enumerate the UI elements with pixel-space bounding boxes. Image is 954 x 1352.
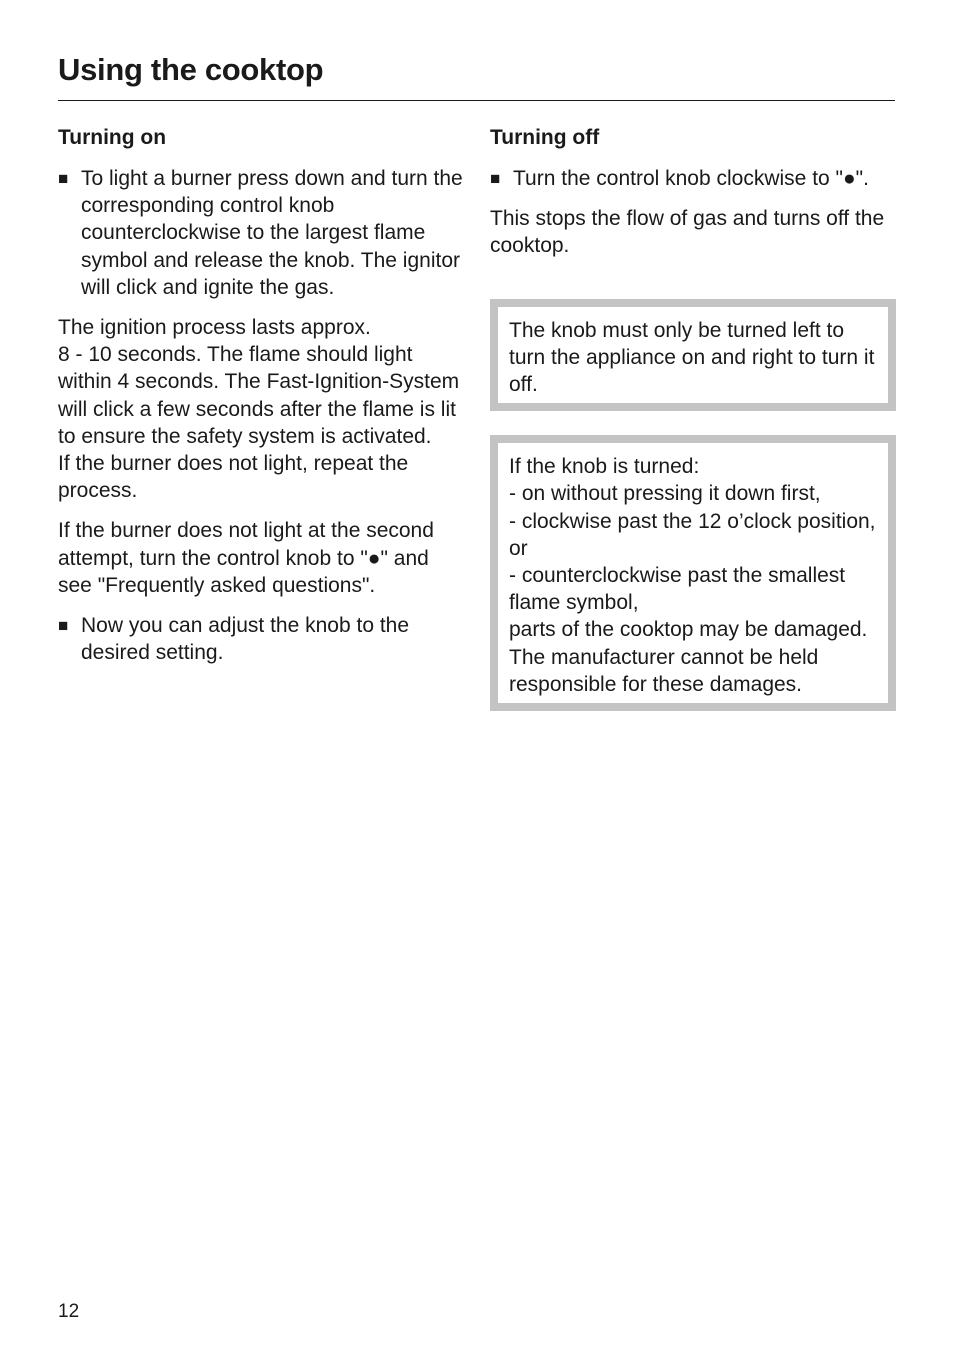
title-divider bbox=[58, 100, 895, 101]
square-bullet-icon: ■ bbox=[490, 169, 501, 188]
bullet-text: Now you can adjust the knob to the desired setting. bbox=[81, 614, 410, 665]
knob-direction-note: The knob must only be turned left to turn the appliance on and right to turn it off. bbox=[490, 299, 896, 412]
bullet-text: Turn the control knob clockwise to "●". bbox=[513, 167, 869, 190]
turning-off-column bbox=[490, 124, 896, 711]
second-attempt-paragraph: If the burner does not light at the second attempt, turn the control knob to "●" and see "Frequently asked questions". bbox=[58, 519, 434, 597]
turning-on-bullet-adjust bbox=[58, 612, 468, 666]
page-number: 12 bbox=[58, 1301, 80, 1322]
page-title: Using the cooktop bbox=[58, 52, 324, 87]
square-bullet-icon: ■ bbox=[58, 169, 69, 188]
turning-on-column bbox=[58, 124, 468, 679]
ignition-process-paragraph: The ignition process lasts approx. 8 - 10 seconds. The flame should light within 4 seconds. The Fast-Ignition-System will click a few seconds after the flame is lit to ensure the safety system is activated. If the burner does not light, repeat the process. bbox=[58, 316, 460, 503]
gas-flow-paragraph: This stops the flow of gas and turns off the cooktop. bbox=[490, 207, 885, 258]
turning-off-heading: Turning off bbox=[490, 126, 600, 149]
damage-warning-note: If the knob is turned: - on without pressing it down first, - clockwise past the 12 o’clock position, or - counterclockwise past the smallest flame symbol, parts of the cooktop may be damaged. The manufacturer cannot be held responsible for these damages. bbox=[490, 435, 896, 711]
bullet-text: To light a burner press down and turn the corresponding control knob counterclockwise to the largest flame symbol and release the knob. The ignitor will click and ignite the gas. bbox=[81, 167, 463, 299]
turning-on-bullet-light-burner bbox=[58, 165, 468, 301]
turning-off-bullet-clockwise bbox=[490, 165, 896, 192]
turning-on-heading: Turning on bbox=[58, 126, 167, 149]
square-bullet-icon: ■ bbox=[58, 616, 69, 636]
